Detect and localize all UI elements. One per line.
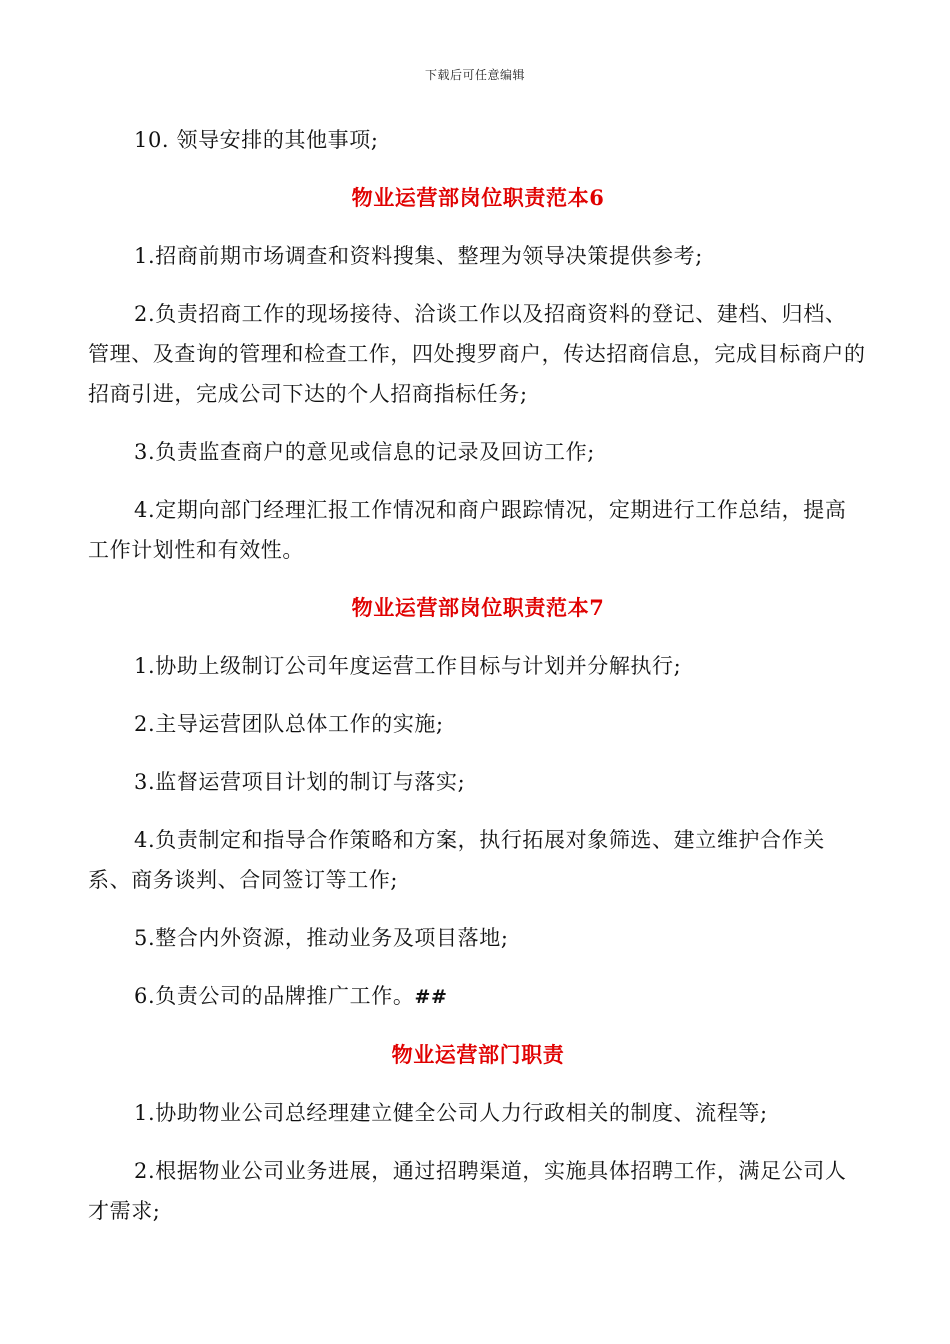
document-body bbox=[88, 120, 868, 1249]
paragraph: 2.根据物业公司业务进展，通过招聘渠道，实施具体招聘工作，满足公司人才需求; bbox=[88, 1159, 847, 1223]
paragraph: 5.整合内外资源，推动业务及项目落地; bbox=[134, 926, 509, 950]
paragraph: 1.招商前期市场调查和资料搜集、整理为领导决策提供参考; bbox=[134, 244, 703, 268]
paragraph: 10. 领导安排的其他事项; bbox=[134, 128, 379, 152]
paragraph: 3.监督运营项目计划的制订与落实; bbox=[134, 770, 466, 794]
paragraph-tail-mark: ## bbox=[414, 986, 448, 1008]
section-heading: 物业运营部岗位职责范本6 bbox=[351, 185, 605, 210]
paragraph: 2.主导运营团队总体工作的实施; bbox=[134, 712, 444, 736]
paragraph: 2.负责招商工作的现场接待、洽谈工作以及招商资料的登记、建档、归档、管理、及查询的管理和检查工作，四处搜罗商户，传达招商信息，完成目标商户的招商引进，完成公司下达的个人招商指标任务; bbox=[88, 302, 866, 406]
paragraph-text: 6.负责公司的品牌推广工作。 bbox=[134, 984, 415, 1008]
paragraph: 1.协助上级制订公司年度运营工作目标与计划并分解执行; bbox=[134, 654, 682, 678]
paragraph: 3.负责监查商户的意见或信息的记录及回访工作; bbox=[134, 440, 595, 464]
paragraph: 1.协助物业公司总经理建立健全公司人力行政相关的制度、流程等; bbox=[134, 1101, 768, 1125]
section-heading: 物业运营部岗位职责范本7 bbox=[351, 595, 605, 620]
paragraph: 4.负责制定和指导合作策略和方案，执行拓展对象筛选、建立维护合作关系、商务谈判、合同签订等工作; bbox=[88, 828, 825, 892]
header-note: 下载后可任意编辑 bbox=[424, 68, 525, 82]
paragraph: 4.定期向部门经理汇报工作情况和商户跟踪情况，定期进行工作总结，提高工作计划性和有效性。 bbox=[88, 498, 847, 562]
paragraph bbox=[88, 976, 868, 1017]
section-heading: 物业运营部门职责 bbox=[391, 1042, 565, 1067]
